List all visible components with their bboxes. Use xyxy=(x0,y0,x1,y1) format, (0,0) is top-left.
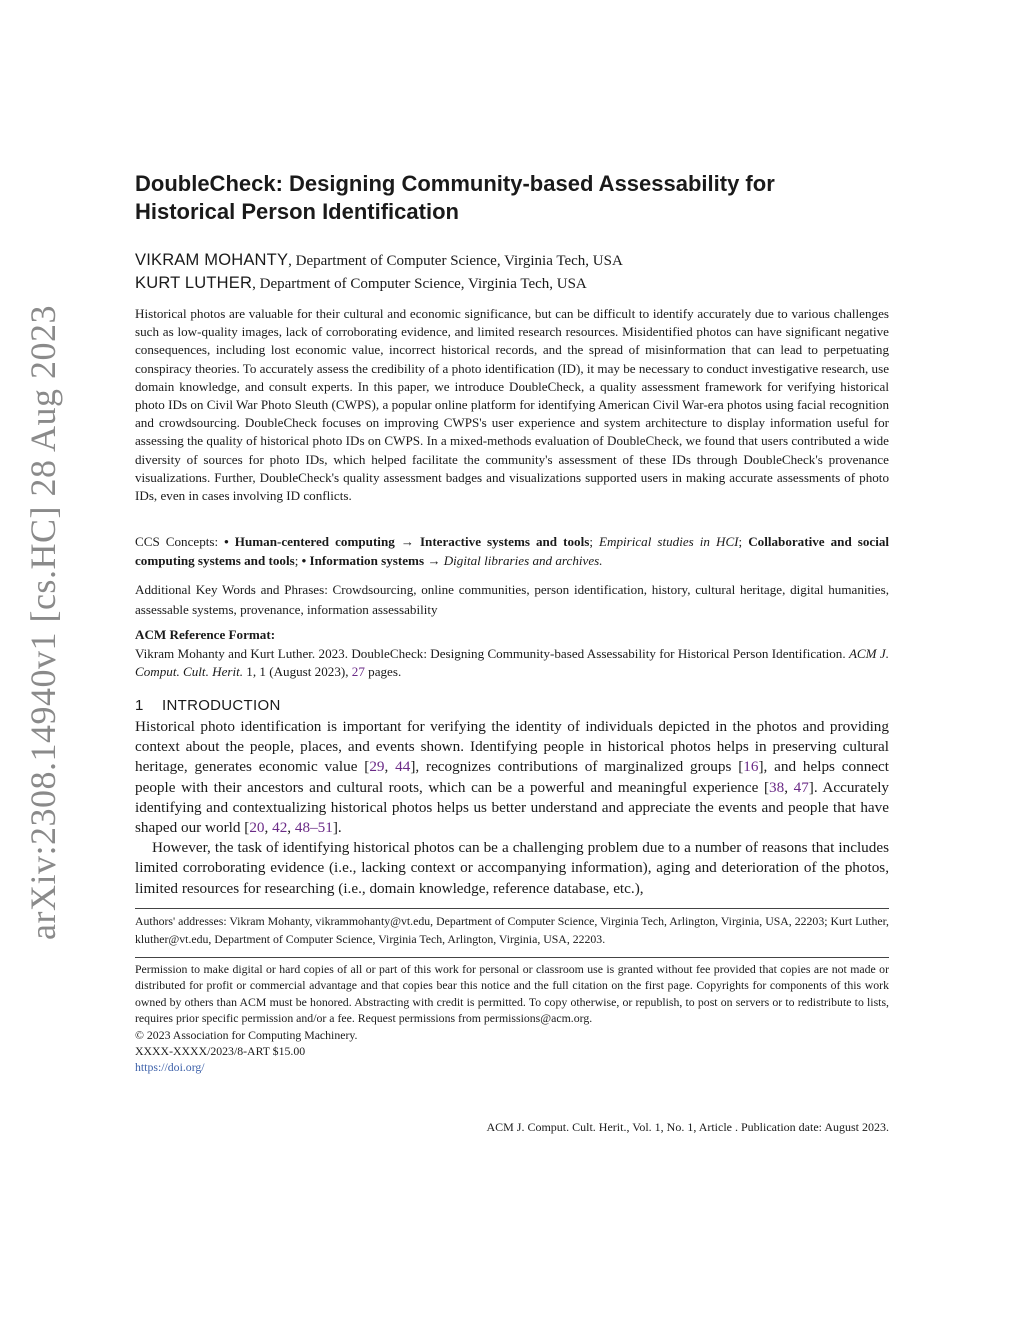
citation-link[interactable]: 29 xyxy=(369,758,385,776)
text: , xyxy=(264,819,273,837)
permission-notice: Permission to make digital or hard copies of all or part of this work for personal or classroom use is granted without fee provided that copies are not made or distributed for profit or commercial advantage and that copies bear this notice and the full citation on the first page. Copyrights for components of this work owned by others than ACM must be honored. Abstracting with credit is permitted. To copy otherwise, or republish, to post on servers or to redistribute to lists, requires prior specific permission and/or a fee. Request permissions from permissions@acm.org. xyxy=(135,962,889,1026)
title-line-1: DoubleCheck: Designing Community-based Assessability for xyxy=(135,171,775,196)
ccs-bullet: • xyxy=(301,552,310,568)
ccs-bullet: • xyxy=(224,534,235,549)
ccs-term: Digital libraries and archives. xyxy=(443,552,603,568)
paragraph xyxy=(135,717,889,838)
ccs-concepts xyxy=(135,533,889,570)
text: ]. xyxy=(332,819,342,837)
page-count-link[interactable]: 27 xyxy=(351,664,365,679)
section-heading xyxy=(135,697,281,714)
separator: ; xyxy=(589,534,599,549)
isbn-line: XXXX-XXXX/2023/8-ART $15.00 xyxy=(135,1044,306,1059)
ccs-term: Information systems xyxy=(309,552,425,568)
title-line-2: Historical Person Identification xyxy=(135,199,459,224)
paper-title xyxy=(135,170,889,226)
citation-link[interactable]: 51 xyxy=(317,819,333,837)
ccs-label: CCS Concepts: xyxy=(135,534,225,549)
text: , xyxy=(384,758,396,776)
ccs-term: Empirical studies in HCI xyxy=(598,534,739,549)
copyright-line: © 2023 Association for Computing Machinery. xyxy=(135,1027,358,1042)
text: ], and helps connect people with their ancestors and cultural roots, which can be a powerful and meaningful experience [ xyxy=(135,758,889,796)
acm-reference-format xyxy=(135,626,889,682)
author-entry xyxy=(135,249,889,272)
text: , xyxy=(287,819,295,837)
authors-addresses: Authors' addresses: Vikram Mohanty, vikrammohanty@vt.edu, Department of Computer Science, Virginia Tech, Arlington, Virginia, USA, 22203; Kurt Luther, kluther@vt.edu, Department of Computer Science, Virginia Tech, Arlington, Virginia, USA, 22203. xyxy=(135,914,889,946)
text: ]. Accurately identifying and contextualizing historical photos helps us better understand and appreciate the events and people that have shaped our world [ xyxy=(135,778,890,837)
page-footer: ACM J. Comput. Cult. Herit., Vol. 1, No. 1, Article . Publication date: August 2023. xyxy=(486,1120,889,1134)
permission-block xyxy=(135,961,889,1076)
reference-text: Vikram Mohanty and Kurt Luther. 2023. DoubleCheck: Designing Community-based Assessability for Historical Person Identification. xyxy=(135,645,849,661)
text: ], recognizes contributions of marginalized groups [ xyxy=(410,758,744,776)
citation-link[interactable]: 47 xyxy=(793,778,809,796)
text: , xyxy=(784,778,794,796)
section-title: INTRODUCTION xyxy=(162,697,281,714)
reference-text: pages. xyxy=(364,664,402,679)
abstract: Historical photos are valuable for their cultural and economic significance, but can be difficult to identify accurately due to various challenges such as low-quality images, lack of corroborating evidence, and limited research resources. Misidentified photos can have significant negative consequences, including lost economic value, incorrect historical records, and the spread of misinformation that can lead to perpetuating conspiracy theories. To accurately assess the credibility of a photo identification (ID), it may be necessary to conduct investigative research, use domain knowledge, and consult experts. In this paper, we introduce DoubleCheck, a quality assessment framework for verifying historical photo IDs on Civil War Photo Sleuth (CWPS), a popular online platform for identifying American Civil War-era photos using facial recognition and crowdsourcing. DoubleCheck focuses on improving CWPS's user experience and system architecture to display information useful for assessing the quality of historical photo IDs on CWPS. In a mixed-methods evaluation of DoubleCheck, we found that users contributed a wide diversity of sources for photo IDs, which helped facilitate the community's assessment of these IDs through DoubleCheck's provenance visualizations. Further, DoubleCheck's quality assessment badges and visualizations supported users in making accurate assessments of photo IDs, even in cases involving ID conflicts. xyxy=(135,306,890,504)
permission-divider xyxy=(135,957,889,958)
journal-name: ACM J. Comput. Cult. Herit. xyxy=(135,645,889,679)
arxiv-identifier-stamp: arXiv:2308.14940v1 [cs.HC] 28 Aug 2023 xyxy=(23,305,63,940)
separator: ; xyxy=(738,534,749,549)
ccs-term: Human-centered computing xyxy=(234,534,395,549)
text: Historical photo identification is important for verifying the identity of individuals depicted in the photos and providing context about the people, places, and events shown. Identifying people in historical photos helps in preserving cultural heritage, generates economic value [ xyxy=(135,718,889,776)
acm-reference-heading: ACM Reference Format: xyxy=(135,627,276,642)
author-affiliation: , Department of Computer Science, Virginia Tech, USA xyxy=(288,253,623,269)
author-entry xyxy=(135,272,889,295)
acm-reference-text xyxy=(135,645,889,682)
citation-link[interactable]: 20 xyxy=(249,819,265,837)
arrow-icon: → xyxy=(424,552,444,568)
citation-link[interactable]: 44 xyxy=(395,758,411,776)
introduction-body xyxy=(135,717,889,899)
author-affiliation: , Department of Computer Science, Virginia Tech, USA xyxy=(252,276,587,292)
citation-link[interactable]: 42 xyxy=(272,819,288,837)
keywords: Additional Key Words and Phrases: Crowdsourcing, online communities, person identification, history, cultural heritage, digital humanities, assessable systems, provenance, information assessability xyxy=(135,582,889,617)
ccs-term: Collaborative and social computing systems and tools xyxy=(135,534,890,568)
section-number: 1 xyxy=(135,697,144,714)
ccs-term: Interactive systems and tools xyxy=(419,534,590,549)
citation-link[interactable]: 16 xyxy=(743,758,759,776)
doi-link[interactable]: https://doi.org/ xyxy=(135,1060,205,1075)
text: – xyxy=(310,819,318,837)
reference-text: 1, 1 (August 2023), xyxy=(243,664,352,679)
footnote-divider xyxy=(135,908,889,909)
paragraph: However, the task of identifying historical photos can be a challenging problem due to a number of reasons that includes limited corroborating evidence (i.e., lacking context or accompanying information), aging and deterioration of the photos, limited resources for researching (i.e., domain knowledge, reference database, etc.), xyxy=(135,839,889,897)
author-name: KURT LUTHER xyxy=(135,274,253,292)
citation-link[interactable]: 38 xyxy=(769,778,785,796)
author-list xyxy=(135,249,889,295)
arrow-icon: → xyxy=(394,534,420,549)
citation-link[interactable]: 48 xyxy=(294,819,311,837)
author-name: VIKRAM MOHANTY xyxy=(135,251,289,269)
separator: ; xyxy=(294,552,302,568)
